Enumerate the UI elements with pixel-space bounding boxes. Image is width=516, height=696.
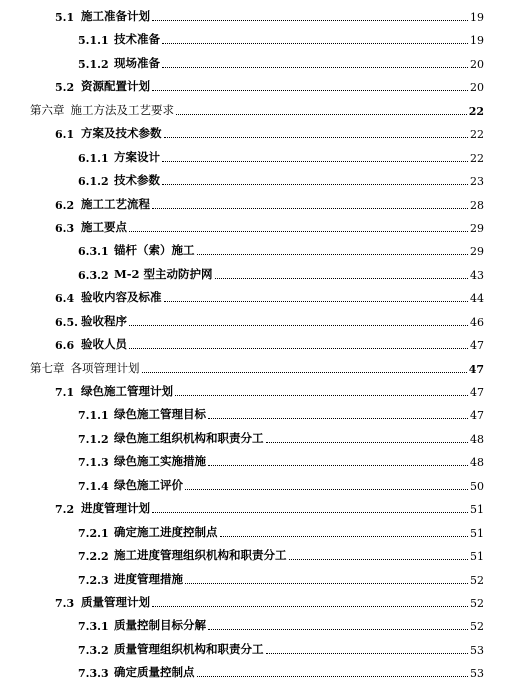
toc-entry-line [78,547,484,563]
toc-entry[interactable] [0,263,516,286]
toc-entry-title: 质量控制目标分解 [114,618,206,633]
toc-entry-page-number: 50 [470,479,484,493]
dot-leader [162,43,468,44]
toc-entry-title: 进度管理计划 [81,501,150,516]
toc-entry-page-number: 52 [470,620,484,634]
dot-leader [197,676,469,677]
toc-entry[interactable] [0,591,516,614]
toc-entry-page-number: 20 [470,57,484,71]
toc-entry-number: 5.1.2 [78,57,109,71]
toc-entry-number: 7.1.2 [78,432,109,446]
toc-entry-title: 质量管理组织机构和职责分工 [114,641,264,656]
dot-leader [266,653,469,654]
toc-entry-number: 6.3 [55,221,75,235]
toc-entry-page-number: 51 [470,503,484,517]
toc-entry-line [78,430,484,446]
dot-leader [289,559,469,560]
toc-entry-number: 5.1.1 [78,34,109,48]
toc-entry-page-number: 47 [470,386,484,399]
dot-leader [162,67,468,68]
toc-entry-line [55,500,484,516]
toc-entry-line [78,406,484,422]
toc-entry-line [55,313,484,329]
dot-leader [220,536,469,537]
toc-entry-line [78,172,484,188]
toc-entry-title: 施工工艺流程 [81,196,150,211]
toc-entry[interactable] [0,380,516,403]
table-of-contents [0,5,516,685]
toc-entry[interactable] [0,28,516,51]
toc-entry-page-number: 47 [470,409,484,423]
dot-leader [266,442,469,443]
toc-entry-page-number: 51 [470,526,484,540]
dot-leader [152,512,468,513]
dot-leader [162,161,468,162]
toc-entry-title: 施工准备计划 [81,9,150,23]
dot-leader [162,184,468,185]
toc-entry-title: M-2 型主动防护网 [114,266,213,281]
toc-entry-title: 施工要点 [81,219,127,234]
toc-entry-line [55,383,484,399]
toc-entry-number: 7.2.3 [78,573,109,587]
toc-entry[interactable] [0,357,516,380]
toc-entry-page-number: 53 [470,667,484,681]
toc-entry-page-number: 23 [470,175,484,189]
toc-entry-title: 验收人员 [81,337,127,352]
toc-entry-number: 7.2.1 [78,526,109,540]
dot-leader [152,606,468,607]
dot-leader [215,278,468,279]
toc-entry-number: 6.6 [55,339,75,353]
dot-leader [129,325,468,326]
toc-entry[interactable] [0,146,516,169]
toc-entry[interactable] [0,568,516,591]
toc-entry-number: 6.4 [55,292,75,306]
toc-entry-line [78,477,484,493]
dot-leader [185,583,468,584]
toc-entry-number: 7.1.3 [78,456,109,470]
toc-entry-page-number: 48 [470,432,484,446]
toc-entry-page-number: 29 [470,245,484,259]
toc-entry-line [55,125,484,141]
toc-entry-line [30,102,484,118]
toc-entry-title: 现场准备 [114,55,160,70]
toc-entry-line [78,31,484,47]
toc-entry-title: 方案设计 [114,149,160,164]
toc-entry-title: 锚杆（索）施工 [114,243,195,258]
toc-entry[interactable] [0,75,516,98]
toc-entry-line [55,8,484,24]
toc-entry-page-number: 43 [470,268,484,282]
toc-entry-page-number: 47 [470,339,484,353]
toc-entry[interactable] [0,544,516,567]
toc-entry-number: 7.2 [55,503,75,517]
toc-entry-page-number: 28 [470,198,484,212]
toc-entry-page-number: 22 [468,104,484,118]
toc-entry[interactable] [0,403,516,426]
toc-entry-line [78,55,484,71]
toc-entry-title: 绿色施工管理计划 [81,384,173,398]
dot-leader [197,254,469,255]
toc-entry-line [55,289,484,305]
toc-entry-title: 验收程序 [81,313,127,328]
toc-entry-page-number: 48 [470,456,484,470]
dot-leader [185,489,468,490]
toc-entry-number: 7.3 [55,596,75,610]
toc-entry[interactable] [0,122,516,145]
toc-entry-title: 绿色施工评价 [114,477,183,492]
toc-entry-line [55,594,484,610]
toc-entry-number: 6.3.2 [78,268,109,282]
toc-entry[interactable] [0,239,516,262]
toc-entry-line [78,571,484,587]
toc-entry-number: 7.3.1 [78,620,109,634]
toc-entry-page-number: 22 [470,128,484,142]
toc-entry-title: 进度管理措施 [114,571,183,586]
toc-entry-number: 7.1.4 [78,479,109,493]
toc-entry-number: 5.1 [55,11,75,24]
dot-leader [152,20,468,21]
toc-entry[interactable] [0,99,516,122]
toc-entry[interactable] [0,427,516,450]
toc-entry-line [78,149,484,165]
toc-entry-number: 第六章 [30,102,65,117]
toc-entry-line [55,196,484,212]
toc-entry-number: 7.1 [55,386,75,399]
toc-entry-page-number: 19 [470,34,484,48]
toc-entry-title: 绿色施工组织机构和职责分工 [114,430,264,445]
toc-entry[interactable] [0,216,516,239]
toc-entry[interactable] [0,474,516,497]
toc-entry-title: 质量管理计划 [81,594,150,609]
toc-entry-line [55,336,484,352]
dot-leader [129,231,468,232]
toc-entry-title: 资源配置计划 [81,79,150,94]
toc-entry-page-number: 22 [470,151,484,165]
toc-entry[interactable] [0,193,516,216]
toc-entry[interactable] [0,521,516,544]
dot-leader [208,629,468,630]
toc-entry-page-number: 46 [470,315,484,329]
toc-entry-page-number: 47 [468,362,484,376]
toc-entry[interactable] [0,52,516,75]
toc-entry[interactable] [0,614,516,637]
toc-entry-line [78,242,484,258]
toc-entry-page-number: 29 [470,221,484,235]
toc-entry-page-number: 52 [470,596,484,610]
toc-entry-number: 6.1.1 [78,151,109,165]
toc-entry-page-number: 19 [470,11,484,24]
toc-entry-page-number: 20 [470,81,484,95]
dot-leader [164,137,469,138]
toc-entry-title: 确定质量控制点 [114,665,195,680]
toc-entry[interactable] [0,169,516,192]
toc-entry-line [78,641,484,657]
dot-leader [129,348,468,349]
toc-entry[interactable] [0,286,516,309]
toc-entry-number: 7.1.1 [78,409,109,423]
toc-entry-number: 7.3.2 [78,643,109,657]
toc-entry-page-number: 52 [470,573,484,587]
toc-entry-title: 确定施工进度控制点 [114,524,218,539]
toc-entry-line [55,78,484,94]
toc-entry[interactable] [0,333,516,356]
toc-entry-number: 6.3.1 [78,245,109,259]
dot-leader [152,208,468,209]
toc-entry-line [78,524,484,540]
dot-leader [142,372,467,373]
toc-entry-number: 6.1.2 [78,175,109,189]
toc-entry-title: 技术准备 [114,32,160,47]
toc-entry-line [30,360,484,376]
toc-entry-number: 5.2 [55,81,75,95]
toc-entry-title: 绿色施工实施措施 [114,454,206,469]
dot-leader [152,90,468,91]
dot-leader [175,395,468,396]
toc-entry-number: 第七章 [30,360,65,375]
toc-entry[interactable] [0,661,516,684]
toc-entry[interactable] [0,5,516,28]
toc-entry-line [78,664,484,680]
toc-entry-line [55,219,484,235]
toc-entry-title: 验收内容及标准 [81,290,162,305]
toc-entry-page-number: 44 [470,292,484,306]
toc-entry[interactable] [0,450,516,473]
toc-entry-title: 绿色施工管理目标 [114,407,206,422]
toc-entry-title: 施工方法及工艺要求 [70,102,174,117]
toc-entry-line [78,617,484,633]
toc-entry[interactable] [0,310,516,333]
toc-entry[interactable] [0,497,516,520]
toc-entry-page-number: 51 [470,550,484,564]
toc-entry-number: 7.3.3 [78,667,109,681]
dot-leader [176,114,467,115]
toc-entry[interactable] [0,638,516,661]
dot-leader [208,465,468,466]
toc-entry-title: 各项管理计划 [70,360,140,375]
toc-entry-title: 施工进度管理组织机构和职责分工 [114,548,287,563]
toc-entry-line [78,266,484,282]
toc-entry-number: 7.2.2 [78,550,109,564]
dot-leader [208,418,468,419]
toc-entry-line [78,453,484,469]
toc-entry-number: 6.1 [55,128,75,142]
toc-entry-page-number: 53 [470,643,484,657]
toc-entry-title: 方案及技术参数 [81,126,162,141]
dot-leader [164,301,469,302]
toc-entry-title: 技术参数 [114,173,160,188]
toc-entry-number: 6.2 [55,198,75,212]
toc-entry-number: 6.5. [55,315,78,329]
